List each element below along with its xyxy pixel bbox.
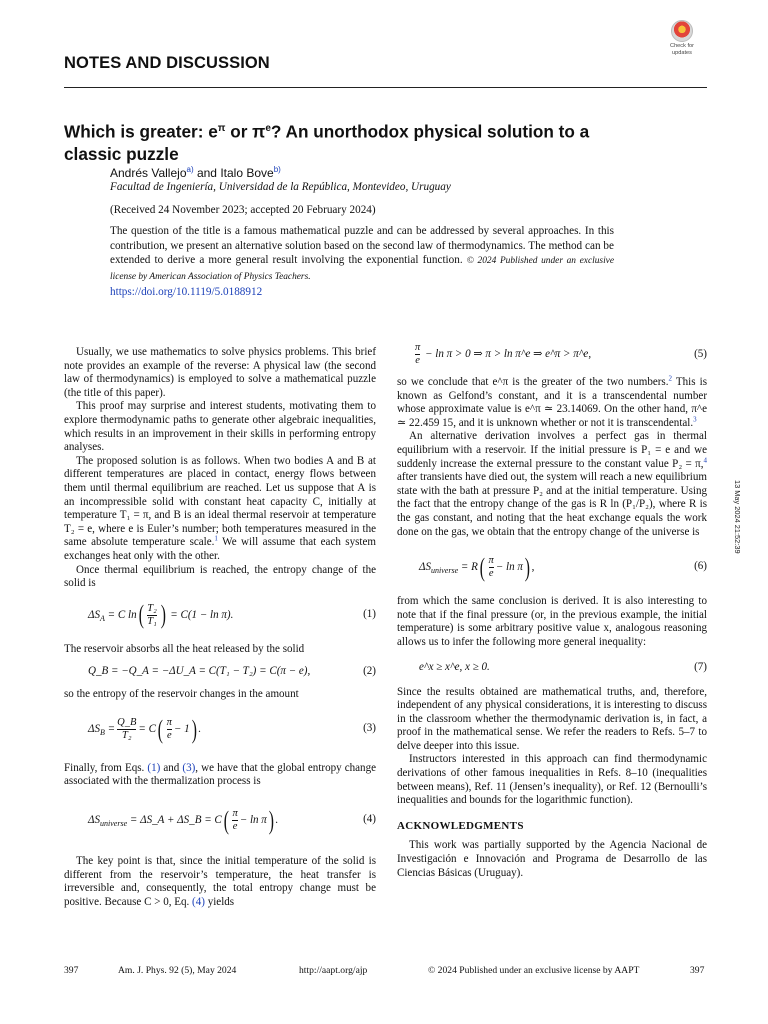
- acknowledgments-heading: ACKNOWLEDGMENTS: [397, 819, 524, 832]
- header-rule: [64, 87, 707, 88]
- footer-copyright: © 2024 Published under an exclusive license by AAPT: [428, 965, 640, 976]
- section-heading: NOTES AND DISCUSSION: [64, 54, 270, 72]
- footer-page-number-right: 397: [690, 965, 705, 976]
- paragraph: This work was partially supported by the Agencia Nacional de Investigación e Innovación and Programa de Desarrollo de las Ciencias Básicas (Uruguay).: [397, 839, 707, 879]
- author1-footnote-link[interactable]: a): [186, 165, 194, 174]
- equation-1: $\Delta S_A = C$ ln( $\frac{\text{T₂}}{\text{T₁}}$ ) = C(1 − ln π). (1): [88, 600, 376, 630]
- paragraph: Instructors interested in this approach can find thermodynamic derivations of other famous inequalities in Refs. 8–10 (inequalities between means), Ref. 11 (Jensen’s inequality), or Ref. 12 (Bernoulli’s inequalities and bounds for the logarithmic function).: [397, 753, 707, 807]
- equation-number: (2): [363, 665, 376, 678]
- reference-link[interactable]: 2: [668, 374, 672, 383]
- equation-3: $\Delta S_B$ = $\frac{Q\_B}{\text{T₂}}$ = C( $\frac{\pi}{e}$ − 1) . (3): [88, 714, 376, 744]
- equation-6: $\Delta S_{universe} = R$( $\frac{\pi}{e}$ − ln π) , (6): [419, 552, 707, 582]
- badge-text-2: updates: [672, 50, 692, 56]
- paragraph: The reservoir absorbs all the heat released by the solid: [64, 642, 305, 655]
- download-timestamp: 13 May 2024 21:52:39: [733, 480, 742, 554]
- equation-link[interactable]: (1): [147, 761, 161, 774]
- check-updates-icon: [671, 20, 693, 42]
- paragraph: Once thermal equilibrium is reached, the entropy change of the solid is: [64, 563, 376, 590]
- paragraph: The proposed solution is as follows. When two bodies A and B at different temperatures are placed in contact, energy flows between them until thermal equilibrium are reached. Let us suppose that A is an incompressible solid with constant heat capacity C, initially at temperature T₁ = π, and B is an ideal thermal reservoir at temperature T₂ = e, where e is Euler’s number; both temperatures measured in the same absolute temperature scale.$^1$ We will assume that each system exchanges heat only with the other.: [64, 454, 376, 562]
- reference-link[interactable]: 1: [214, 534, 218, 543]
- equation-number: (6): [694, 560, 707, 573]
- paragraph: An alternative derivation involves a perfect gas in thermal equilibrium with a reservoir. If the initial pressure is P₁ = e and we suddenly increase the external pressure to the constant value P₂ = π,$^4$ after transients have died out, the system will reach a new equilibrium state with the bath at pressure P₂ and at the initial temperature. Using the fact that the entropy change of the gas is R ln (P₁/P₂), where R is the gas constant, and noting that the heat exchange equals the work done on the gas, we obtain that the entropy change of the universe is: [397, 430, 707, 538]
- equation-4: $\Delta S_{universe}$ = ΔS_A + ΔS_B = C( $\frac{\pi}{e}$ − ln π) . (4): [88, 805, 376, 835]
- authors: Andrés Vallejo$^{a)}$ and Italo Bove$^{b)}$: [110, 165, 281, 180]
- paragraph: so the entropy of the reservoir changes in the amount: [64, 688, 299, 701]
- reference-link[interactable]: 3: [693, 415, 697, 424]
- paragraph: The key point is that, since the initial temperature of the solid is different from the reservoir’s temperature, the heat transfer is irreversible and, consequently, the total entropy change must be positive. Because C > 0, Eq. (4) yields: [64, 855, 376, 908]
- equation-number: (4): [363, 813, 376, 826]
- equation-number: (5): [694, 348, 707, 360]
- doi-link[interactable]: https://doi.org/10.1119/5.0188912: [110, 285, 263, 298]
- footer-journal: Am. J. Phys. 92 (5), May 2024: [118, 965, 237, 976]
- article-title: Which is greater: $e^\pi$ or $\pi^e$? An unorthodox physical solution to a classic puzzle: [64, 121, 590, 164]
- reference-link[interactable]: 4: [703, 455, 707, 464]
- paragraph: from which the same conclusion is derived. It is also interesting to note that if the final pressure (or, in the previous example, the initial temperature) is some arbitrary positive value x, analogous reasoning allows us to infer the following more general inequality:: [397, 595, 707, 648]
- left-column: [64, 346, 376, 909]
- equation-2: Q_B = −Q_A = −ΔU_A = C(T₁ − T₂) = C(π − e), (2): [64, 656, 376, 686]
- equation-number: (3): [363, 721, 376, 734]
- abstract: The question of the title is a famous mathematical puzzle and can be addressed by several approaches. In this contribution, we present an alternative solution based on the second law of thermodynamics. The method can be extended to derive a more general result involving the exponential function. © 2024 Published under an exclusive license by American Association of Physics Teachers. https://doi.org/10.1119/5.0188912: [110, 225, 614, 298]
- footer-page-number-left: 397: [64, 965, 79, 976]
- paragraph: Finally, from Eqs. (1) and (3), we have that the global entropy change associated with the thermalization process is: [64, 761, 377, 788]
- equation-link[interactable]: (4): [192, 895, 205, 908]
- paragraph: Since the results obtained are mathematical truths, and, therefore, independent of any physical considerations, it is interesting to discuss in the classroom whether the thermodynamic derivation is, in fact, a proof in the mathematical sense. We refer the readers to Refs. 5–7 to delve deeper into this issue.: [397, 685, 707, 752]
- equation-7: e^x ≥ x^e, x ≥ 0. (7): [397, 652, 707, 682]
- check-for-updates-badge[interactable]: [664, 20, 700, 60]
- equation-link[interactable]: (3): [182, 761, 196, 774]
- equation-number: (1): [363, 607, 376, 620]
- affiliation: Facultad de Ingeniería, Universidad de la República, Montevideo, Uruguay: [110, 181, 451, 193]
- badge-text-1: Check for: [670, 43, 694, 49]
- paragraph: This proof may surprise and interest students, motivating them to explore thermodynamic paths to generate other algebraic inequalities, which results in an improvement in their skills in performing entropy analyses.: [64, 400, 376, 454]
- author2-footnote-link[interactable]: b): [273, 165, 281, 174]
- equation-number: (7): [694, 660, 707, 673]
- received-dates: (Received 24 November 2023; accepted 20 February 2024): [110, 204, 376, 216]
- equation-5: $\frac{\pi}{e}$ − ln π > 0 ⇒ π > ln π^e ⇒ e^π > π^e, (5): [415, 342, 707, 366]
- footer-url-link[interactable]: http://aapt.org/ajp: [299, 965, 368, 976]
- paragraph: Usually, we use mathematics to solve physics problems. This brief note provides an example of the reverse: A physical law (the second law of thermodynamics) is employed to solve a mathematical puzzle (the title of this paper).: [64, 346, 376, 399]
- license-text: © 2024 Published under an exclusive license by American Association of Physics Teachers.: [110, 256, 614, 283]
- paragraph: so we conclude that e^π is the greater of the two numbers.$^2$ This is known as Gelfond’s constant, and it is a transcendental number whose approximate value is e^π ≃ 23.14069. On the other hand, π^e ≃ 22.459 15, and it is unknown whether or not it is transcendental.$^3$: [397, 374, 707, 429]
- right-column: [397, 342, 707, 880]
